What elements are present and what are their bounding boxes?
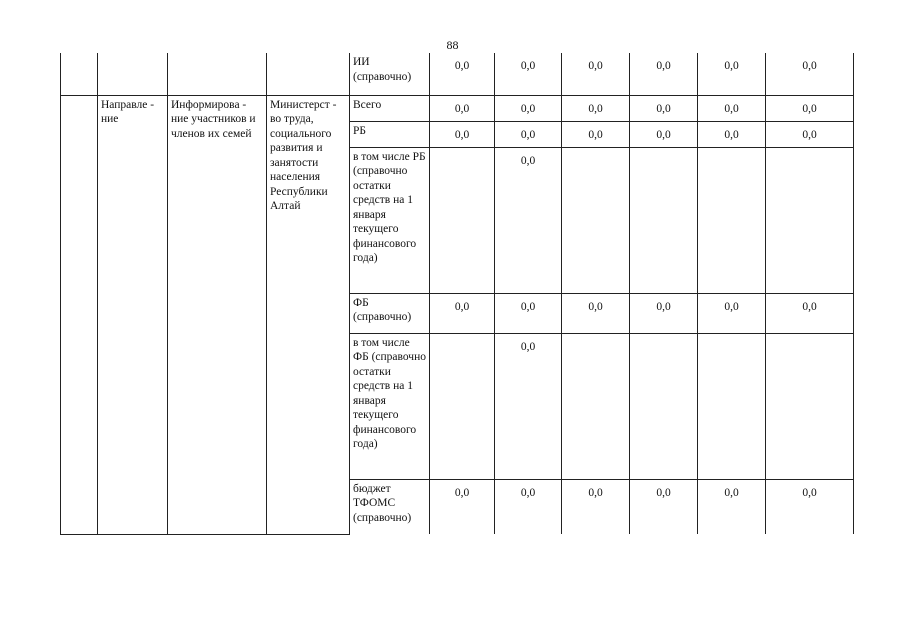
row-label: ФБ (справочно) [350, 293, 430, 333]
value-cell: 0,0 [495, 53, 562, 95]
row-label: ИИ (справочно) [350, 53, 430, 95]
row-label: Всего [350, 95, 430, 121]
budget-table [60, 53, 854, 535]
value-cell [766, 333, 854, 479]
value-cell [630, 333, 698, 479]
value-cell: 0,0 [630, 121, 698, 147]
value-cell [430, 147, 495, 293]
row-label: в том числе ФБ (справочно остатки средств на 1 января текущего финансового года) [350, 333, 430, 479]
blank-cell [98, 53, 168, 95]
value-cell: 0,0 [495, 95, 562, 121]
row-label: РБ [350, 121, 430, 147]
value-cell: 0,0 [562, 293, 630, 333]
value-cell: 0,0 [495, 333, 562, 479]
page-number: 88 [446, 38, 459, 52]
value-cell: 0,0 [495, 147, 562, 293]
value-cell: 0,0 [698, 479, 766, 534]
value-cell: 0,0 [766, 53, 854, 95]
row-label: бюджет ТФОМС (справочно) [350, 479, 430, 534]
value-cell: 0,0 [766, 293, 854, 333]
value-cell: 0,0 [562, 53, 630, 95]
blank-cell [267, 53, 350, 95]
blank-cell [61, 95, 98, 534]
value-cell: 0,0 [766, 95, 854, 121]
blank-cell [61, 53, 98, 95]
value-cell: 0,0 [698, 293, 766, 333]
table-row [61, 53, 854, 95]
value-cell: 0,0 [430, 121, 495, 147]
value-cell [698, 147, 766, 293]
value-cell [630, 147, 698, 293]
value-cell [766, 147, 854, 293]
value-cell: 0,0 [698, 53, 766, 95]
value-cell: 0,0 [495, 293, 562, 333]
value-cell: 0,0 [698, 95, 766, 121]
value-cell: 0,0 [630, 53, 698, 95]
value-cell [430, 333, 495, 479]
value-cell: 0,0 [562, 121, 630, 147]
value-cell: 0,0 [630, 95, 698, 121]
value-cell: 0,0 [430, 479, 495, 534]
direction-cell: Направле - ние [98, 95, 168, 534]
value-cell: 0,0 [562, 95, 630, 121]
value-cell: 0,0 [495, 121, 562, 147]
value-cell [562, 147, 630, 293]
value-cell: 0,0 [562, 479, 630, 534]
row-label: в том числе РБ (справочно остатки средств на 1 января текущего финансового года) [350, 147, 430, 293]
blank-cell [168, 53, 267, 95]
value-cell: 0,0 [698, 121, 766, 147]
value-cell: 0,0 [630, 479, 698, 534]
table-row [61, 95, 854, 121]
value-cell: 0,0 [766, 479, 854, 534]
value-cell: 0,0 [430, 53, 495, 95]
value-cell: 0,0 [766, 121, 854, 147]
value-cell: 0,0 [430, 293, 495, 333]
value-cell [562, 333, 630, 479]
event-cell: Информирова - ние участников и членов их семей [168, 95, 267, 534]
ministry-cell: Министерст - во труда, социального развития и занятости населения Республики Алтай [267, 95, 350, 534]
value-cell: 0,0 [495, 479, 562, 534]
value-cell: 0,0 [430, 95, 495, 121]
value-cell: 0,0 [630, 293, 698, 333]
value-cell [698, 333, 766, 479]
